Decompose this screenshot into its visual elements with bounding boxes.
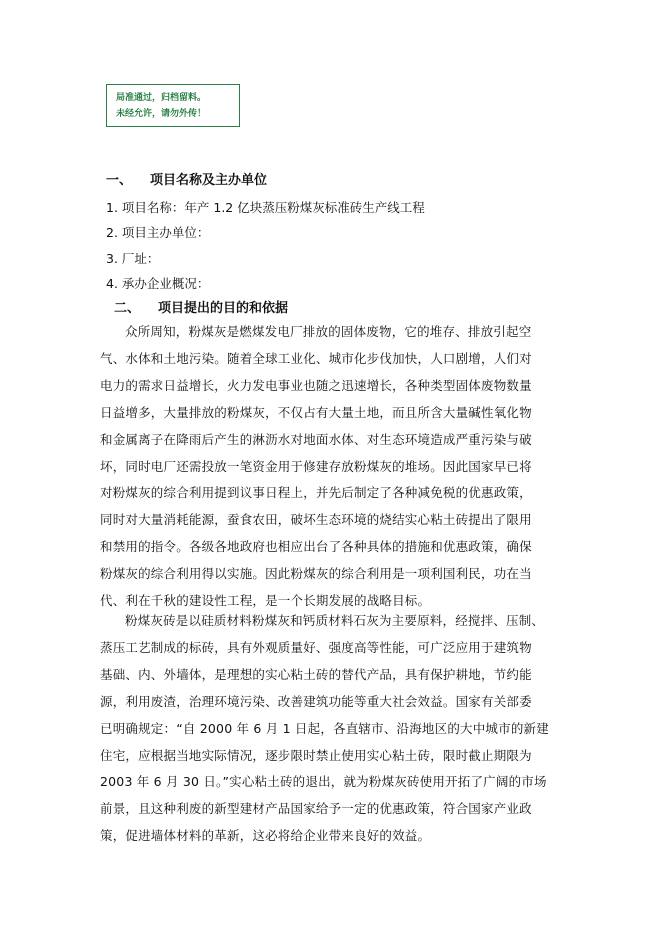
paragraph-2-line: 基础、内、外墙体，是理想的实心粘土砖的替代产品，具有保护耕地，节约能 <box>100 666 532 682</box>
paragraph-1-line: 坏，同时电厂还需投放一笔资金用于修建存放粉煤灰的堆场。因此国家早已将 <box>100 458 532 474</box>
paragraph-2-line: 粉煤灰砖是以硅质材料粉煤灰和钙质材料石灰为主要原料，经搅拌、压制、 <box>125 613 545 628</box>
paragraph-1-line: 电力的需求日益增长，火力发电事业也随之迅速增长，各种类型固体废物数量 <box>100 377 532 393</box>
paragraph-1-line: 粉煤灰的综合利用得以实施。因此粉煤灰的综合利用是一项利国利民，功在当 <box>100 566 532 582</box>
paragraph-1-line: 和禁用的指令。各级各地政府也相应出台了各种具体的措施和优惠政策，确保 <box>100 539 532 555</box>
section-1-title: 项目名称及主办单位 <box>150 173 268 188</box>
paragraph-1-line: 同时对大量消耗能源，蚕食农田，破坏生态环境的烧结实心粘土砖提出了限用 <box>100 512 532 528</box>
section-1-item-3: 3. 厂址： <box>106 251 160 266</box>
confidential-stamp <box>106 84 240 127</box>
section-1-heading <box>106 171 267 191</box>
paragraph-2-line: 策，促进墙体材料的革新，这必将给企业带来良好的效益。 <box>100 828 431 844</box>
paragraph-1-line: 日益增多，大量排放的粉煤灰，不仅占有大量土地，而且所含大量碱性氧化物 <box>100 404 532 420</box>
paragraph-2-line: 已明确规定：“自 2000 年 6 月 1 日起，各直辖市、沿海地区的大中城市的新建 <box>100 720 549 736</box>
paragraph-1-line: 众所周知，粉煤灰是燃煤发电厂排放的固体废物，它的堆存、排放引起空 <box>125 324 532 339</box>
paragraph-2-line: 2003 年 6 月 30 日。”实心粘土砖的退出，就为粉煤灰砖使用开拓了广阔的市场 <box>100 774 547 790</box>
stamp-line-2: 未经允许，请勿外传！ <box>116 109 207 119</box>
section-2-title: 项目提出的目的和依据 <box>158 301 289 316</box>
section-1-item-1: 1. 项目名称：年产 1.2 亿块蒸压粉煤灰标准砖生产线工程 <box>106 200 425 215</box>
paragraph-2-line: 前景，且这种利废的新型建材产品国家给予一定的优惠政策，符合国家产业政 <box>100 801 532 817</box>
paragraph-2-line: 住宅，应根据当地实际情况，逐步限时禁止使用实心粘土砖，限时截止期限为 <box>100 747 532 763</box>
section-2-heading <box>114 299 288 319</box>
paragraph-1-line: 和金属离子在降雨后产生的淋沥水对地面水体、对生态环境造成严重污染与破 <box>100 431 532 447</box>
section-1-item-2: 2. 项目主办单位： <box>106 225 210 240</box>
paragraph-2-line: 蒸压工艺制成的标砖，具有外观质量好、强度高等性能，可广泛应用于建筑物 <box>100 639 532 655</box>
paragraph-2-line: 源，利用废渣，治理环境污染、改善建筑功能等重大社会效益。国家有关部委 <box>100 693 532 709</box>
section-1-item-4: 4. 承办企业概况： <box>106 276 210 291</box>
paragraph-1-line: 气、水体和土地污染。随着全球工业化、城市化步伐加快，人口剧增，人们对 <box>100 350 532 366</box>
section-2-number: 二、 <box>114 301 141 316</box>
paragraph-1-line: 对粉煤灰的综合利用提到议事日程上，并先后制定了各种减免税的优惠政策， <box>100 485 532 501</box>
stamp-line-1: 局准通过，归档留料。 <box>116 93 207 103</box>
section-1-number: 一、 <box>106 173 133 188</box>
paragraph-2 <box>100 608 552 850</box>
paragraph-1-line: 代、利在千秋的建设性工程，是一个长期发展的战略目标。 <box>100 593 431 609</box>
paragraph-1 <box>100 319 552 615</box>
